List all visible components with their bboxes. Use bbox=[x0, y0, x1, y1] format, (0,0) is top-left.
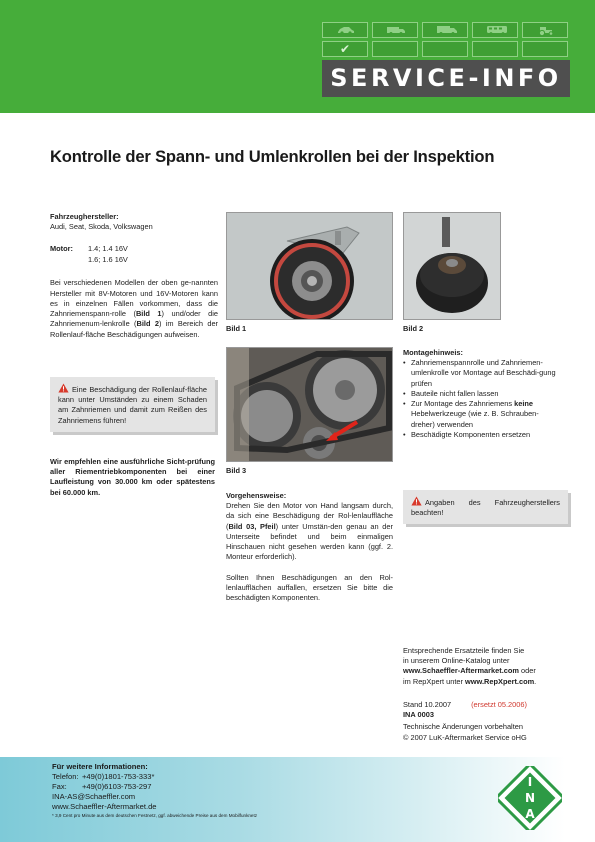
footer-fax: +49(0)6103-753-297 bbox=[82, 782, 152, 792]
mounting-section bbox=[403, 348, 561, 440]
catalog-line-1: Entsprechende Ersatzteile finden Sie bbox=[403, 646, 525, 655]
motor-block bbox=[50, 244, 218, 266]
warning-icon bbox=[58, 383, 69, 393]
catalog-dot: . bbox=[534, 676, 537, 686]
intro-text-3: ) im Bereich der Rollenlauf-fläche Beschädigungen aufweisen. bbox=[50, 319, 219, 339]
ersetzt-date: (ersetzt 05.2006) bbox=[471, 700, 527, 709]
caption-bild2: Bild 2 bbox=[403, 324, 424, 333]
mounting-heading: Montagehinweis: bbox=[403, 348, 463, 357]
caption-bild3: Bild 3 bbox=[226, 466, 247, 475]
mounting-item-2: • Bauteile nicht fallen lassen bbox=[403, 389, 561, 399]
mounting-list bbox=[403, 358, 561, 440]
recommendation-text: Wir empfehlen eine ausführliche Sicht-prüfung aller Riementriebkomponenten bei einer Laufleistung von 30.000 km oder spätestens bei 60.000 km. bbox=[50, 457, 215, 497]
photo-tensioner bbox=[226, 212, 393, 320]
vehicle-type-grid bbox=[322, 22, 570, 58]
mounting-item-1: • Zahnriemenspannrolle und Zahnriemen-umlenkrolle vor Montage auf Beschädi-gung prüfen bbox=[403, 358, 561, 389]
intro-paragraph bbox=[50, 278, 218, 339]
mounting-item-3 bbox=[403, 399, 561, 430]
left-column bbox=[50, 212, 218, 340]
procedure-section bbox=[226, 491, 393, 603]
engine-belt-illustration bbox=[227, 348, 393, 462]
catalog-line-2: in unserem Online-Katalog unter bbox=[403, 656, 510, 666]
manufacturer-value: Audi, Seat, Skoda, Volkswagen bbox=[50, 222, 153, 232]
procedure-paragraph-1 bbox=[226, 501, 393, 562]
photo-engine-belt bbox=[226, 347, 393, 462]
mounting-item-3c: Hebelwerkzeuge (wie z. B. Schrauben-dreher) verwenden bbox=[411, 409, 539, 429]
procedure-text-1c: ) unter Umstän-den genau an der Unterseite befindet und beim einmaligen Hinschauen nicht gesehen werden kann (ggf. 2. Monteur erforderlich). bbox=[226, 521, 393, 562]
van-icon bbox=[386, 25, 406, 35]
footer-tel-row bbox=[52, 772, 352, 782]
empty-cell bbox=[522, 41, 568, 57]
logo-letter-a: A bbox=[525, 807, 535, 821]
intro-ref-bild1: Bild 1 bbox=[135, 309, 162, 319]
empty-cell bbox=[372, 41, 418, 57]
catalog-line-4 bbox=[403, 677, 563, 687]
caption-bild1: Bild 1 bbox=[226, 324, 247, 333]
bus-icon bbox=[486, 25, 508, 35]
stand-line bbox=[403, 700, 563, 710]
truck-icon bbox=[436, 25, 458, 35]
mounting-item-4: • Beschädigte Komponenten ersetzen bbox=[403, 430, 561, 440]
catalog-url-repxpert[interactable]: www.RepXpert.com bbox=[465, 676, 535, 686]
ina-logo bbox=[498, 766, 562, 830]
motor-line-2: 1.6; 1.6 16V bbox=[88, 255, 128, 265]
tractor-icon bbox=[536, 25, 556, 36]
logo-letter-i: I bbox=[527, 775, 533, 789]
car-icon bbox=[336, 25, 356, 35]
idler-pulley-illustration bbox=[404, 213, 501, 320]
intro-text-1: Bei verschiedenen Modellen der oben ge-nannten Hersteller mit 8V-Motoren und 16V-Motoren kann es in einzelnen Fällen vorkommen, dass die Zahnriemenspann-rolle ( bbox=[50, 278, 218, 319]
mounting-item-3a: Zur Montage des Zahnriemens bbox=[411, 399, 515, 409]
procedure-ref-bild3: Bild 03, Pfeil bbox=[228, 521, 276, 531]
technical-note: Technische Änderungen vorbehalten bbox=[403, 722, 523, 732]
procedure-heading: Vorgehensweise: bbox=[226, 491, 287, 500]
footer-tel-label: Telefon: bbox=[52, 772, 79, 782]
footer-small-print: * 3,9 Cent pro Minute aus dem deutschen Festnetz, ggf. abweichende Preise aus dem Mobilfunknetz bbox=[52, 813, 258, 819]
intro-text-2: ) und/oder die Zahnriemenum-lenkrolle ( bbox=[50, 309, 218, 329]
stand-date: Stand 10.2007 bbox=[403, 700, 452, 709]
warning-box-manufacturer bbox=[403, 490, 568, 524]
mounting-item-3-emphasis: keine bbox=[514, 399, 534, 409]
logo-letter-n: N bbox=[524, 791, 536, 805]
status-block bbox=[403, 700, 563, 743]
motor-line-1: 1.4; 1.4 16V bbox=[88, 244, 128, 254]
catalog-oder: oder bbox=[518, 666, 536, 676]
catalog-line-3 bbox=[403, 666, 563, 676]
catalog-block bbox=[403, 646, 563, 687]
footer-contact bbox=[52, 762, 352, 819]
warning-text-manufacturer: Angaben des Fahrzeugherstellers beachten! bbox=[411, 498, 560, 518]
footer-fax-row bbox=[52, 782, 352, 792]
procedure-paragraph-2: Sollten Ihnen Beschädigungen an den Rol-lenlaufflächen auffallen, ersetzen Sie bitte die beschädigten Komponenten. bbox=[226, 572, 393, 602]
service-info-banner: SERVICE-INFO bbox=[322, 60, 570, 97]
motor-label: Motor: bbox=[50, 244, 73, 254]
footer-email[interactable]: INA-AS@Schaeffler.com bbox=[52, 792, 136, 802]
footer-tel[interactable]: +49(0)1801-753-333* bbox=[82, 772, 155, 782]
warning-text-damage: Eine Beschädigung der Rollenlauf-fläche kann unter Umständen zu einem Schaden am Zahnriemen und damit zum Reißen des Zahnriemens führen! bbox=[58, 385, 207, 425]
tensioner-pulley-illustration bbox=[227, 213, 393, 320]
ina-number: INA 0003 bbox=[403, 710, 434, 720]
procedure-text-1a: Drehen Sie den Motor von Hand langsam durch, da sich eine Beschädigung der Rol-lenlauffläche ( bbox=[226, 501, 393, 531]
catalog-repxpert-text: im RepXpert unter bbox=[403, 676, 466, 686]
car-icon-cell bbox=[322, 22, 368, 38]
intro-ref-bild2: Bild 2 bbox=[136, 319, 159, 329]
truck-icon-cell bbox=[422, 22, 468, 38]
van-icon-cell bbox=[372, 22, 418, 38]
photo-idler bbox=[403, 212, 501, 320]
copyright-note: © 2007 LuK-Aftermarket Service oHG bbox=[403, 732, 527, 742]
manufacturer-label: Fahrzeughersteller: bbox=[50, 212, 119, 221]
warning-icon bbox=[411, 496, 422, 506]
footer-heading: Für weitere Informationen: bbox=[52, 762, 148, 771]
catalog-url-schaeffler[interactable]: www.Schaeffler-Aftermarket.com bbox=[403, 666, 519, 676]
empty-cell bbox=[422, 41, 468, 57]
empty-cell bbox=[472, 41, 518, 57]
checkmark-icon: ✔ bbox=[322, 41, 368, 57]
page-title: Kontrolle der Spann- und Umlenkrollen bei der Inspektion bbox=[50, 147, 495, 166]
tractor-icon-cell bbox=[522, 22, 568, 38]
footer-fax-label: Fax: bbox=[52, 782, 67, 792]
footer-web[interactable]: www.Schaeffler-Aftermarket.de bbox=[52, 802, 157, 812]
warning-box-damage bbox=[50, 377, 215, 432]
bus-icon-cell bbox=[472, 22, 518, 38]
